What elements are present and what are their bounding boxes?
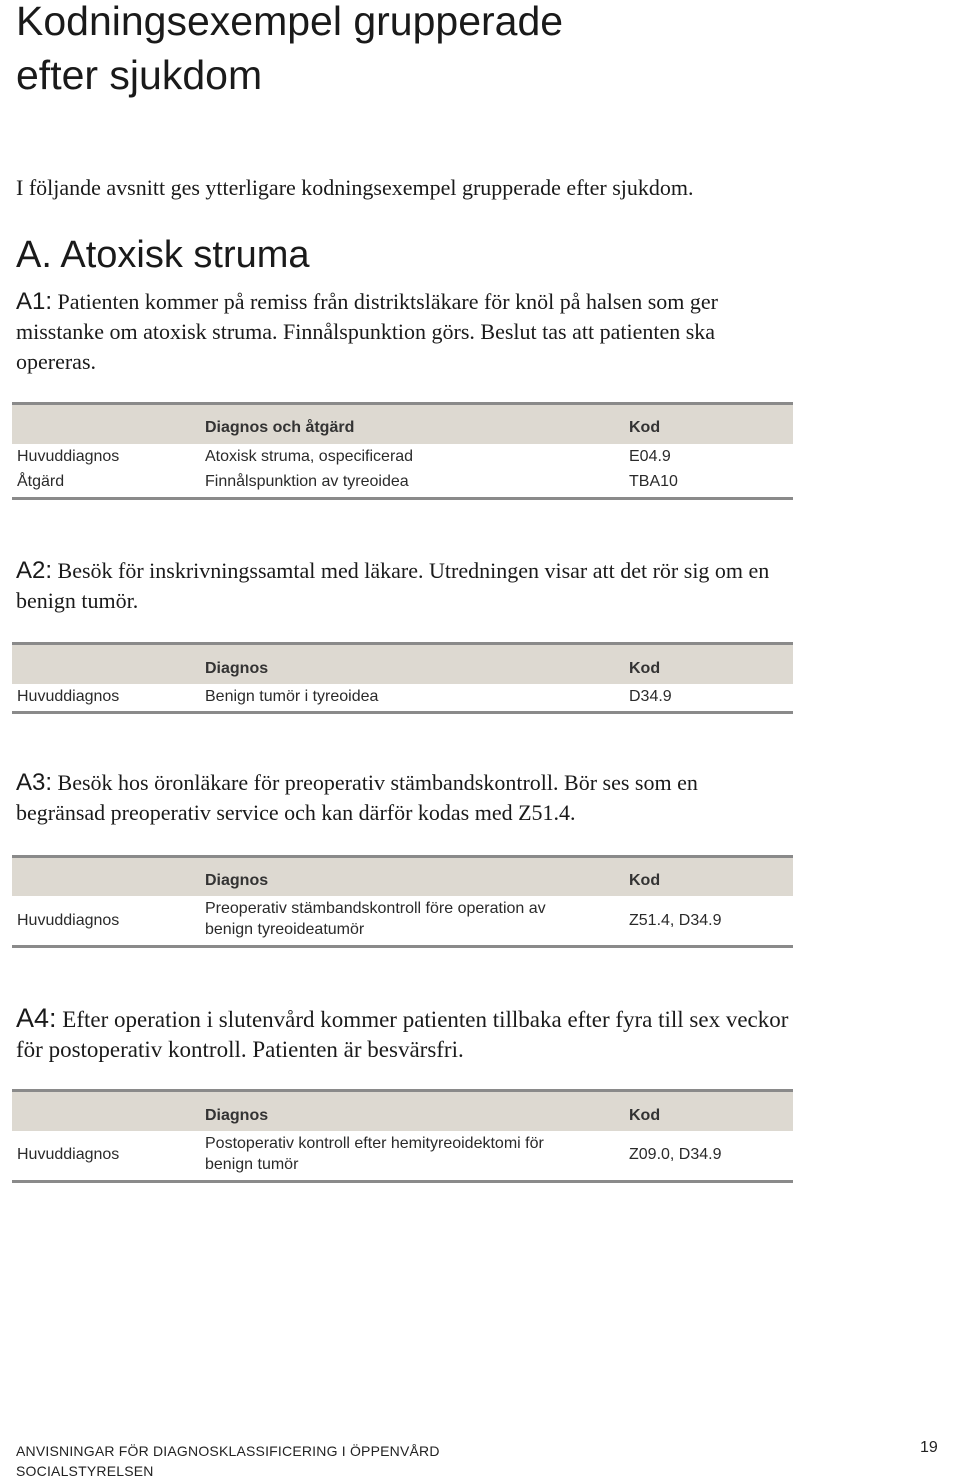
table-header [12,402,793,444]
row-type: Åtgärd [17,473,65,490]
table-row [12,1131,793,1183]
header-diagnosis: Diagnos [205,872,269,889]
header-code: Kod [629,1107,661,1124]
page-footer [16,1441,440,1481]
a3-table [12,855,793,948]
table-row [12,896,793,948]
row-description-line1: Preoperativ stämbandskontroll före operation av [205,900,546,917]
row-code: Z51.4, D34.9 [629,912,722,929]
row-description: Atoxisk struma, ospecificerad [205,448,414,465]
a4-paragraph [16,1003,796,1065]
a2-table [12,642,793,714]
intro-paragraph: I följande avsnitt ges ytterligare kodningsexempel grupperade efter sjukdom. [16,175,694,200]
header-diagnosis: Diagnos [205,660,269,677]
page-title [16,0,916,102]
page-title-line1: Kodningsexempel grupperade [16,0,564,44]
row-description: Finnålspunktion av tyreoidea [205,473,409,490]
a3-label: A3: [16,769,53,796]
a1-paragraph [16,287,776,377]
a4-label: A4: [16,1003,57,1033]
row-type: Huvuddiagnos [17,912,120,929]
header-code: Kod [629,872,661,889]
table-row [12,444,793,469]
row-code: D34.9 [629,688,672,705]
table-header [12,1089,793,1131]
footer-publisher: SOCIALSTYRELSEN [16,1463,154,1479]
row-description-line2: benign tyreoideatumör [205,921,365,938]
a1-table [12,402,793,500]
table-row [12,684,793,714]
row-code: TBA10 [629,473,678,490]
footer-document-title: ANVISNINGAR FÖR DIAGNOSKLASSIFICERING I ÖPPENVÅRD [16,1443,440,1459]
header-diagnosis: Diagnos [205,1107,269,1124]
table-header [12,855,793,896]
row-type: Huvuddiagnos [17,1146,120,1163]
row-description: Benign tumör i tyreoidea [205,688,379,705]
header-code: Kod [629,660,661,677]
a1-label: A1: [16,288,53,315]
row-description-line2: benign tumör [205,1156,299,1173]
row-description-line1: Postoperativ kontroll efter hemityreoidektomi för [205,1135,544,1152]
table-header [12,642,793,684]
a4-text: Efter operation i slutenvård kommer patienten tillbaka efter fyra till sex veckor för postoperativ kontroll. Patienten är besvärsfri. [16,1007,789,1062]
header-code: Kod [629,419,661,436]
a3-text: Besök hos öronläkare för preoperativ stämbandskontroll. Bör ses som en begränsad preoperativ service och kan därför kodas med Z51.4. [16,770,698,825]
a2-paragraph [16,556,776,616]
page-title-line2: efter sjukdom [16,52,263,98]
row-code: Z09.0, D34.9 [629,1146,722,1163]
section-heading-a: A. Atoxisk struma [16,234,310,276]
header-diagnosis: Diagnos och åtgärd [205,419,355,436]
a2-label: A2: [16,557,53,584]
row-code: E04.9 [629,448,671,465]
table-row [12,469,793,500]
a3-paragraph [16,768,776,828]
a4-table [12,1089,793,1183]
row-type: Huvuddiagnos [17,448,120,465]
row-type: Huvuddiagnos [17,688,120,705]
a2-text: Besök för inskrivningssamtal med läkare. Utredningen visar att det rör sig om en benign tumör. [16,558,770,613]
a1-text: Patienten kommer på remiss från distriktsläkare för knöl på halsen som ger misstanke om atoxisk struma. Finnålspunktion görs. Beslut tas att patienten ska opereras. [16,289,718,374]
page-number: 19 [920,1439,938,1456]
